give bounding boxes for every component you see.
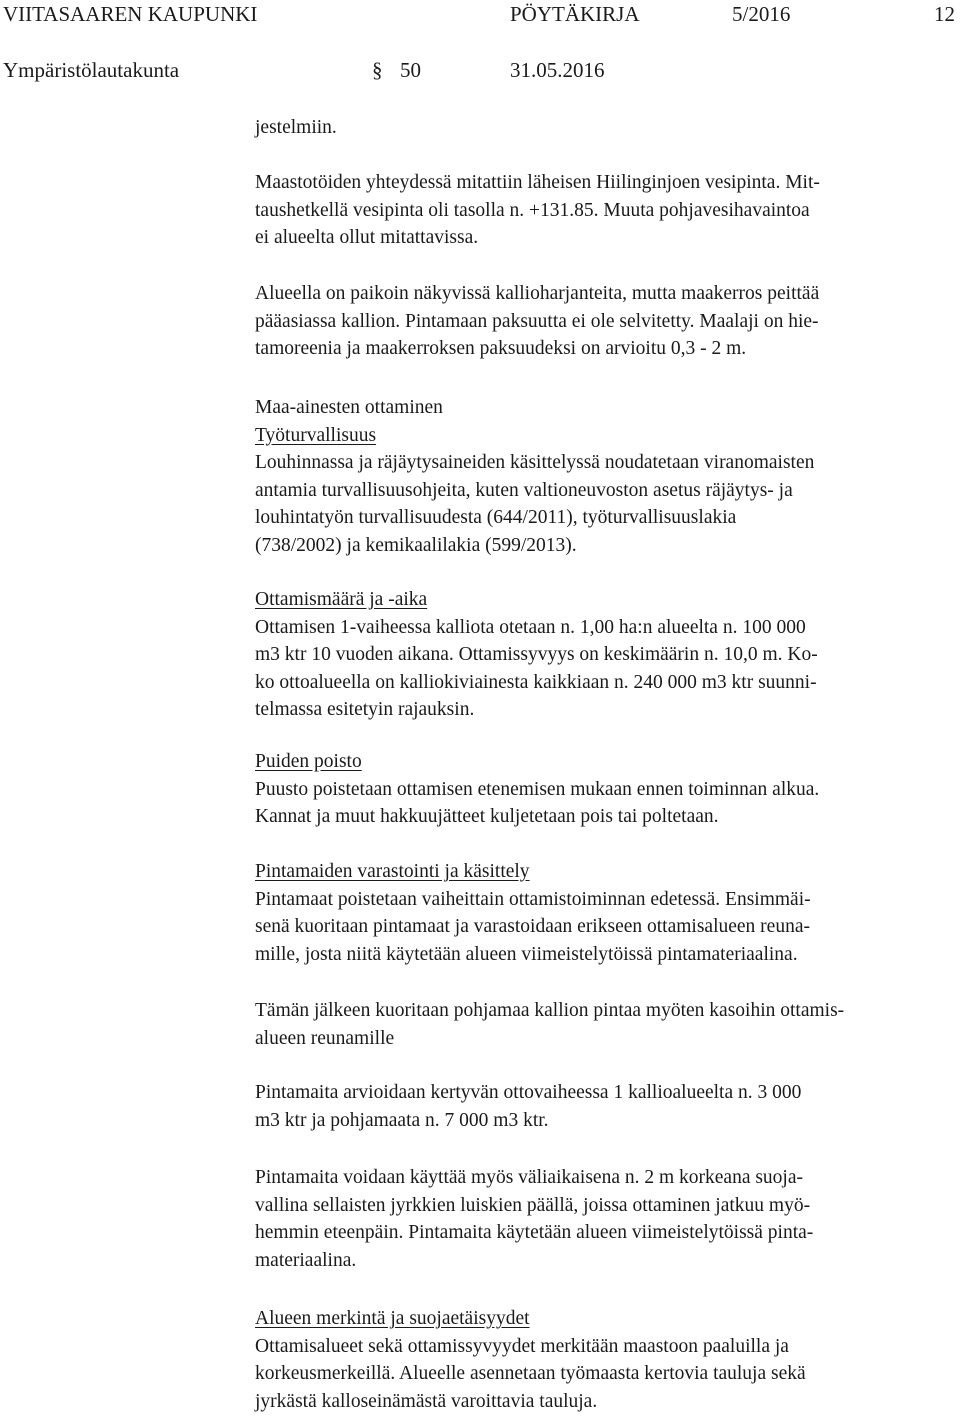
paragraph	[255, 1164, 945, 1274]
paragraph	[255, 114, 945, 142]
text-line: ei alueelta ollut mitattavissa.	[255, 227, 479, 248]
organization-name: VIITASAAREN KAUPUNKI	[3, 2, 258, 26]
text-line: Maastotöiden yhteydessä mitattiin läheisen Hiilinginjoen vesipinta. Mit-	[255, 172, 820, 193]
meeting-date: 31.05.2016	[510, 58, 605, 82]
section-title: Maa-ainesten ottaminen	[255, 397, 443, 418]
committee-name: Ympäristölautakunta	[3, 58, 180, 82]
subsection-alueen-merkinta	[255, 1305, 945, 1415]
text-line: korkeusmerkeillä. Alueelle asennetaan työmaasta kertovia tauluja sekä	[255, 1363, 806, 1384]
text-line: vallina sellaisten jyrkkien luiskien päällä, joissa ottaminen jatkuu myö-	[255, 1194, 811, 1216]
text-line: Pintamaat poistetaan vaiheittain ottamistoiminnan edetessä. Ensimmäi-	[255, 888, 811, 910]
text-line: ko ottoalueella on kalliokiviainesta kaikkiaan n. 240 000 m3 ktr suunni-	[255, 671, 817, 693]
text-line: mille, josta niitä käytetään alueen viimeistelytöissä pintamateriaalina.	[255, 943, 798, 965]
subsection-title: Työturvallisuus	[255, 424, 377, 446]
subsection-puiden-poisto	[255, 748, 945, 831]
text-line: m3 ktr ja pohjamaata n. 7 000 m3 ktr.	[255, 1109, 549, 1131]
text-line: jyrkästä kalloseinämästä varoittavia tauluja.	[255, 1390, 598, 1412]
text-line: Ottamisen 1-vaiheessa kalliota otetaan n. 1,00 ha:n alueelta n. 100 000	[255, 616, 806, 638]
text-line: hemmin eteenpäin. Pintamaita käytetään alueen viimeistelytöissä pinta-	[255, 1222, 814, 1243]
text-line: senä kuoritaan pintamaat ja varastoidaan erikseen ottamisalueen reuna-	[255, 916, 810, 937]
paragraph	[255, 1079, 945, 1134]
text-line: m3 ktr 10 vuoden aikana. Ottamissyvyys on keskimäärin n. 10,0 m. Ko-	[255, 644, 818, 665]
section-maa-ainesten-ottaminen	[255, 394, 945, 559]
subsection-title: Puiden poisto	[255, 751, 362, 772]
document-type: PÖYTÄKIRJA	[510, 2, 640, 26]
text-line: alueen reunamille	[255, 1027, 395, 1049]
subsection-title: Alueen merkintä ja suojaetäisyydet	[255, 1308, 530, 1329]
text-line: Louhinnassa ja räjäytysaineiden käsittelyssä noudatetaan viranomaisten	[255, 452, 815, 473]
page-number: 12	[934, 2, 955, 26]
text-line: pääasiassa kallion. Pintamaan paksuutta ei ole selvitetty. Maalaji on hie-	[255, 310, 819, 332]
text-line: Kannat ja muut hakkuujätteet kuljetetaan pois tai poltetaan.	[255, 806, 719, 827]
section-number: 50	[400, 58, 421, 82]
text-line: Pintamaita voidaan käyttää myös väliaikaisena n. 2 m korkeana suoja-	[255, 1167, 803, 1188]
text-line: Tämän jälkeen kuoritaan pohjamaa kallion pintaa myöten kasoihin ottamis-	[255, 1000, 845, 1021]
text-line: Ottamisalueet sekä ottamissyvyydet merkitään maastoon paaluilla ja	[255, 1335, 789, 1357]
text-line: Puusto poistetaan ottamisen etenemisen mukaan ennen toiminnan alkua.	[255, 778, 820, 800]
subsection-ottamismaara	[255, 586, 945, 724]
text-line: jestelmiin.	[255, 117, 337, 138]
meeting-number: 5/2016	[732, 2, 791, 26]
text-line: louhintatyön turvallisuudesta (644/2011), työturvallisuuslakia	[255, 507, 737, 528]
text-line: Pintamaita arvioidaan kertyvän ottovaiheessa 1 kallioalueelta n. 3 000	[255, 1082, 802, 1103]
paragraph	[255, 169, 945, 252]
text-line: tamoreenia ja maakerroksen paksuudeksi on arvioitu 0,3 - 2 m.	[255, 338, 747, 359]
subsection-title: Ottamismäärä ja -aika	[255, 589, 428, 610]
paragraph	[255, 997, 945, 1052]
page-header	[0, 0, 960, 28]
paragraph	[255, 280, 945, 363]
text-line: materiaalina.	[255, 1249, 357, 1271]
text-line: telmassa esitetyin rajauksin.	[255, 699, 475, 720]
text-line: (738/2002) ja kemikaalilakia (599/2013).	[255, 534, 577, 556]
text-line: Alueella on paikoin näkyvissä kallioharjanteita, mutta maakerros peittää	[255, 283, 820, 304]
section-sign: §	[372, 58, 383, 82]
text-line: antamia turvallisuusohjeita, kuten valtioneuvoston asetus räjäytys- ja	[255, 479, 793, 501]
subsection-pintamaiden-varastointi	[255, 858, 945, 968]
text-line: taushetkellä vesipinta oli tasolla n. +131.85. Muuta pohjavesihavaintoa	[255, 199, 810, 221]
subsection-title: Pintamaiden varastointi ja käsittely	[255, 861, 530, 882]
page-subheader	[0, 56, 960, 84]
